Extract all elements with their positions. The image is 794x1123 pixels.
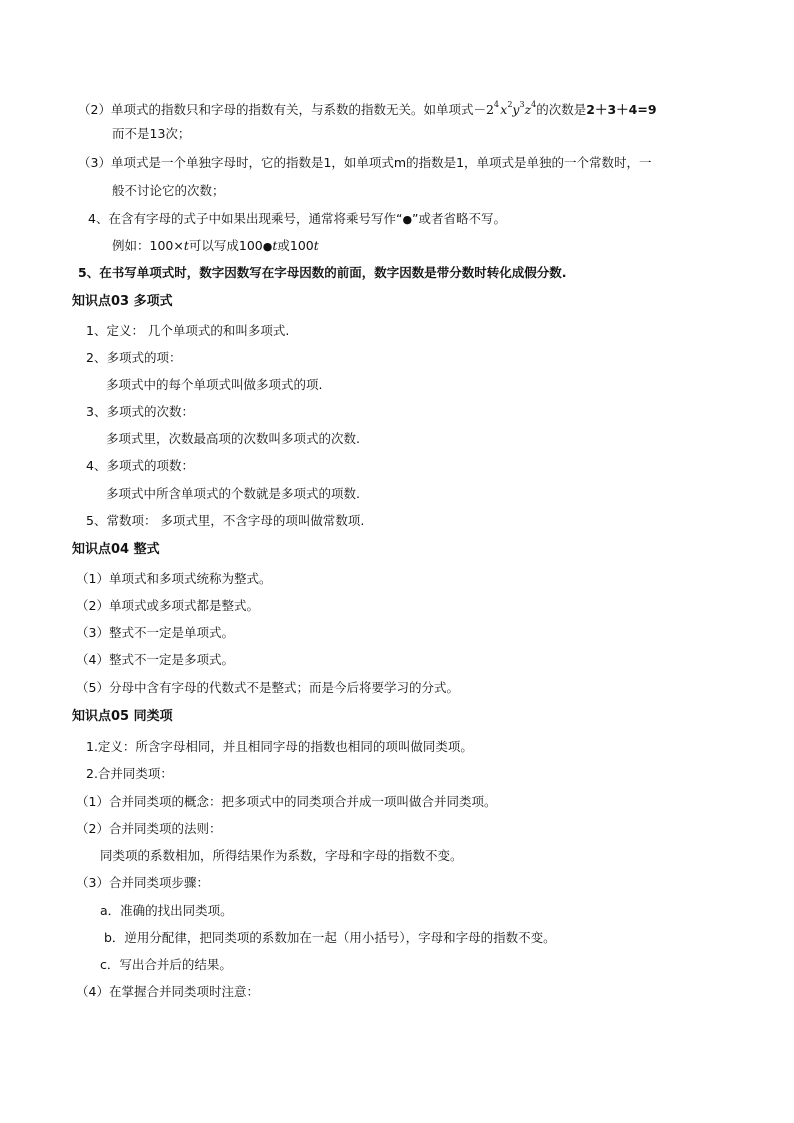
coefficient-order-rule: 5、在书写单项式时，数字因数写在字母因数的前面，数字因数是带分数时转化成假分数. — [78, 265, 567, 280]
integral-expression-line: （4）整式不一定是多项式。 — [76, 652, 234, 667]
degree-sum: 2＋3＋4=9 — [586, 102, 657, 117]
monomial-expression: $-2^4$ $x^2y^3z^4$ — [473, 100, 537, 117]
integral-expression-line: （3）整式不一定是单项式。 — [76, 625, 234, 640]
like-terms-line: （4）在掌握合并同类项时注意： — [76, 984, 259, 999]
like-terms-line: c．写出合并后的结果。 — [100, 957, 232, 972]
polynomial-line: 5、常数项： 多项式里，不含字母的项叫做常数项. — [86, 513, 365, 528]
like-terms-line: 2.合并同类项： — [86, 766, 173, 781]
multiplication-example: 例如：100×t可以写成100●t或100t — [112, 238, 319, 253]
like-terms-line: （3）合并同类项步骤： — [76, 875, 209, 890]
polynomial-line: 4、多项式的项数： — [86, 458, 194, 473]
text: （2）单项式的指数只和字母的指数有关，与系数的指数无关。如单项式 — [78, 102, 474, 117]
like-terms-line: b．逆用分配律，把同类项的系数加在一起（用小括号），字母和字母的指数不变。 — [104, 930, 556, 945]
single-letter-rule-cont: 般不讨论它的次数； — [112, 183, 225, 198]
like-terms-line: 同类项的系数相加，所得结果作为系数，字母和字母的指数不变。 — [100, 848, 463, 863]
monomial-degree-note: 而不是13次； — [112, 126, 191, 141]
polynomial-line: 2、多项式的项： — [86, 350, 182, 365]
text: 的次数是 — [536, 102, 587, 117]
section-heading-integral-expression: 知识点04 整式 — [72, 542, 160, 557]
polynomial-line: 3、多项式的次数： — [86, 404, 194, 419]
polynomial-line: 1、定义： 几个单项式的和叫多项式. — [86, 323, 290, 338]
integral-expression-line: （1）单项式和多项式统称为整式。 — [76, 571, 272, 586]
like-terms-line: 1.定义：所含字母相同，并且相同字母的指数也相同的项叫做同类项。 — [86, 739, 473, 754]
multiplication-sign-rule: 4、在含有字母的式子中如果出现乘号，通常将乘号写作“●”或者省略不写。 — [88, 211, 507, 226]
section-heading-like-terms: 知识点05 同类项 — [72, 709, 173, 724]
single-letter-rule: （3）单项式是一个单独字母时，它的指数是1，如单项式m的指数是1，单项式是单独的一个常数时，一 — [78, 155, 652, 170]
monomial-degree-line — [78, 97, 657, 118]
like-terms-line: a．准确的找出同类项。 — [100, 903, 233, 918]
section-heading-polynomial: 知识点03 多项式 — [72, 294, 173, 309]
polynomial-line: 多项式里，次数最高项的次数叫多项式的次数. — [106, 431, 360, 446]
integral-expression-line: （5）分母中含有字母的代数式不是整式；而是今后将要学习的分式。 — [76, 680, 459, 695]
like-terms-line: （1）合并同类项的概念：把多项式中的同类项合并成一项叫做合并同类项。 — [76, 794, 497, 809]
polynomial-line: 多项式中的每个单项式叫做多项式的项. — [106, 377, 323, 392]
integral-expression-line: （2）单项式或多项式都是整式。 — [76, 598, 259, 613]
polynomial-line: 多项式中所含单项式的个数就是多项式的项数. — [106, 486, 360, 501]
like-terms-line: （2）合并同类项的法则： — [76, 821, 222, 836]
